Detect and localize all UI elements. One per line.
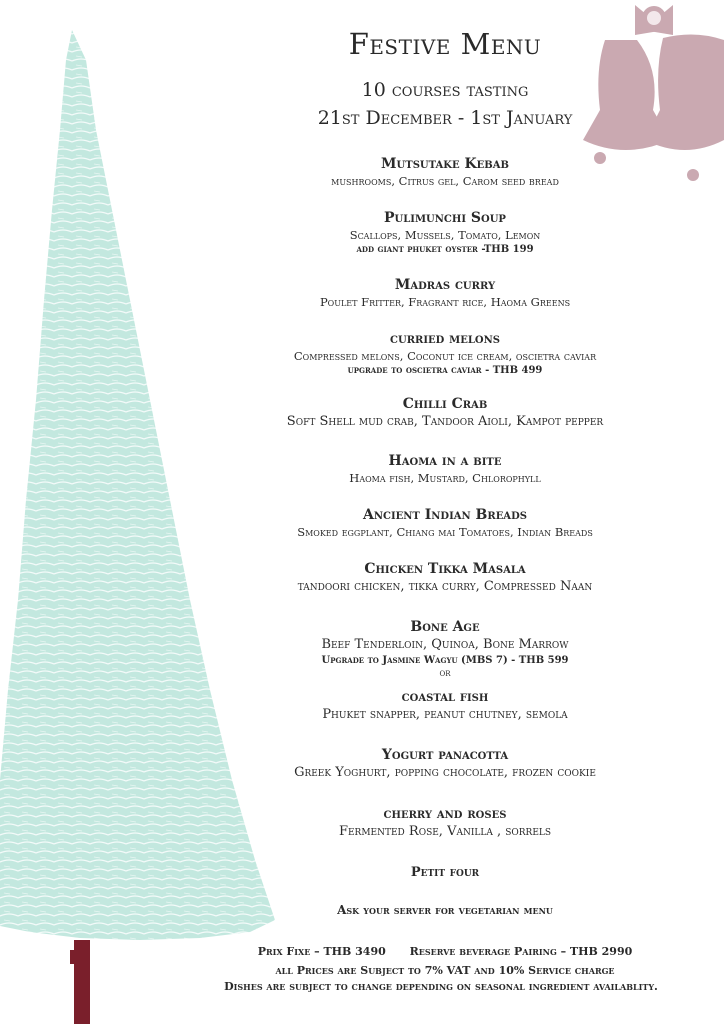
menu-content	[190, 0, 700, 1024]
vegetarian-note: Ask your server for vegetarian menu	[337, 903, 553, 917]
course-upgrade: add giant phuket oyster -THB 199	[356, 244, 534, 255]
course-item	[190, 560, 700, 596]
course-description: Soft Shell mud crab, Tandoor Aioli, Kampot pepper	[286, 414, 604, 429]
course-name: curried melons	[390, 331, 500, 347]
course-description: Poulet Fritter, Fragrant rice, Haoma Greens	[319, 295, 571, 309]
course-item	[190, 688, 700, 724]
course-name: Bone Age	[410, 619, 480, 635]
page-title: Festive Menu	[348, 27, 542, 61]
course-upgrade: upgrade to oscietra caviar - THB 499	[347, 365, 543, 376]
course-name: Chicken Tikka Masala	[364, 561, 526, 577]
course-name: Chilli Crab	[402, 396, 488, 412]
course-or: or	[439, 668, 451, 679]
course-name: Petit four	[410, 865, 480, 880]
course-name: Yogurt panacotta	[381, 747, 509, 763]
course-item	[190, 746, 700, 782]
course-name: coastal fish	[401, 689, 489, 705]
course-name: Pulimunchi Soup	[384, 210, 506, 226]
course-item	[190, 618, 700, 680]
course-name: Ancient Indian Breads	[363, 507, 527, 523]
course-description: Smoked eggplant, Chiang mai Tomatoes, Indian Breads	[297, 525, 593, 539]
course-description: Phuket snapper, peanut chutney, semola	[322, 707, 568, 722]
course-item	[190, 805, 700, 841]
course-name: Haoma in a bite	[388, 453, 502, 469]
course-description: tandoori chicken, tikka curry, Compressed Naan	[297, 579, 593, 594]
course-description: Greek Yoghurt, popping chocolate, frozen cookie	[294, 765, 596, 780]
course-description: Haoma fish, Mustard, Chlorophyll	[349, 471, 541, 485]
menu-subtitle: 10 courses tasting	[361, 79, 529, 101]
pricing-line	[190, 945, 700, 959]
prix-fixe-price: Prix Fixe – THB 3490	[257, 945, 386, 958]
course-description: Compressed melons, Coconut ice cream, oscietra caviar	[293, 349, 597, 363]
course-item	[190, 452, 700, 486]
course-upgrade: Upgrade to Jasmine Wagyu (MBS 7) - THB 599	[321, 655, 569, 666]
course-item	[190, 506, 700, 540]
course-item	[190, 155, 700, 189]
pairing-price: Reserve beverage Pairing – THB 2990	[409, 945, 633, 958]
course-name: Mutsutake Kebab	[381, 156, 509, 172]
disclaimer-note: Dishes are subject to change depending on seasonal ingredient availablity.	[224, 980, 658, 993]
course-item	[190, 864, 700, 882]
course-item	[190, 209, 700, 257]
course-item	[190, 395, 700, 431]
course-description: Scallops, Mussels, Tomato, Lemon	[349, 228, 541, 242]
course-name: cherry and roses	[383, 806, 507, 822]
course-description: Fermented Rose, Vanilla , sorrels	[338, 824, 552, 839]
menu-dates: 21st December - 1st January	[317, 107, 573, 129]
course-item	[190, 330, 700, 378]
course-item	[190, 276, 700, 310]
course-name: Madras curry	[394, 277, 496, 293]
charges-note: all Prices are Subject to 7% VAT and 10% Service charge	[275, 964, 615, 977]
course-description: Beef Tenderloin, Quinoa, Bone Marrow	[321, 637, 569, 652]
course-description: mushrooms, Citrus gel, Carom seed bread	[331, 174, 559, 188]
